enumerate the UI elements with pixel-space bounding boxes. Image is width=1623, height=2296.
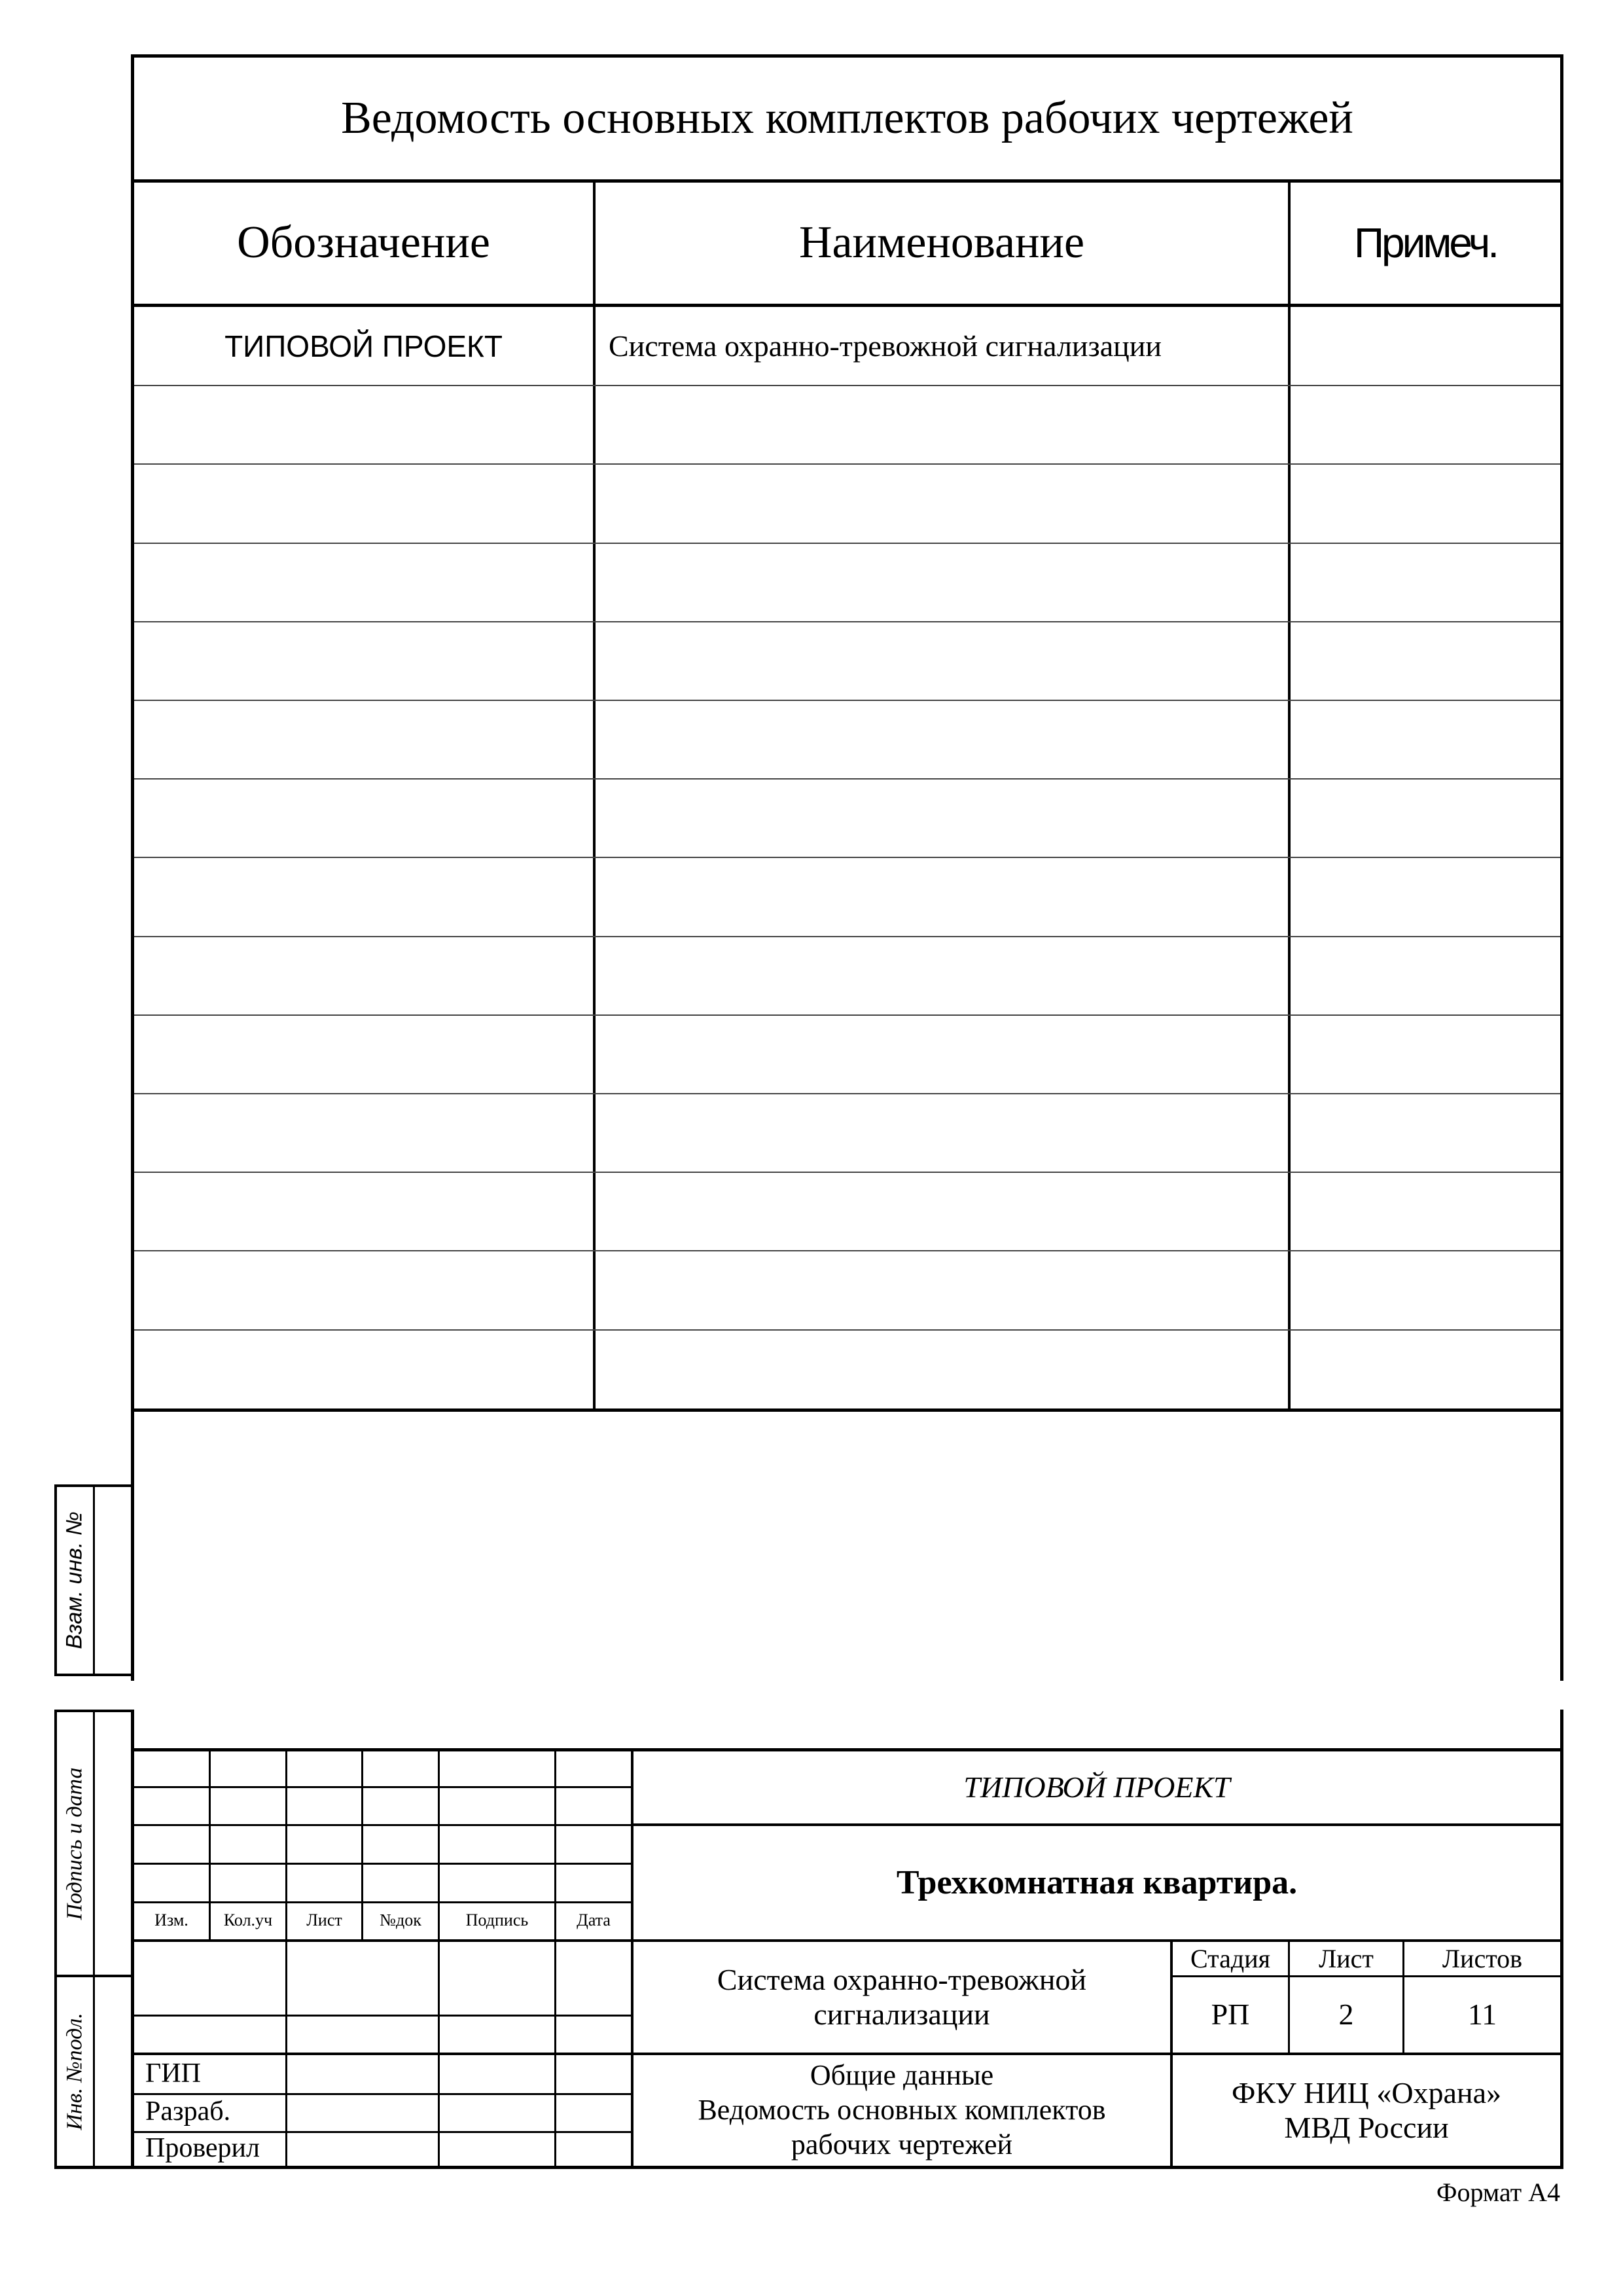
- stamp-v-podpis: [554, 1748, 556, 2167]
- cell-name: [609, 700, 1288, 779]
- header-designation: Обозначение: [237, 217, 490, 268]
- stamp-doc-title-line3: рабочих чертежей: [791, 2128, 1013, 2161]
- cell-note: [1291, 622, 1560, 700]
- stamp-stage-value: РП: [1211, 1998, 1250, 2032]
- frame-right-line: [1560, 54, 1563, 1681]
- cell-designation: [134, 857, 593, 936]
- stamp-v-kol: [285, 1748, 287, 2167]
- stamp-sheets-value: 11: [1467, 1998, 1497, 2032]
- stamp-role-razrab: Разраб.: [145, 2096, 231, 2126]
- cell-designation: [134, 1172, 593, 1251]
- cell-note: [1291, 779, 1560, 857]
- cell-designation: [134, 937, 593, 1015]
- cell-note: [1291, 937, 1560, 1015]
- cell-name: [609, 1330, 1288, 1408]
- cell-name: [609, 857, 1288, 936]
- stamp-col-kol: Кол.уч: [223, 1910, 273, 1930]
- cell-designation: [134, 543, 593, 622]
- stamp-system-line2: сигнализации: [813, 1997, 990, 2031]
- stamp-col-izm: Изм.: [154, 1910, 188, 1930]
- side-podpis-label: [57, 1712, 93, 1975]
- cell-name: Система охранно-тревожной сигнализации: [609, 329, 1162, 363]
- cell-note: [1291, 1251, 1560, 1329]
- side-lower-mid: [93, 1710, 95, 2168]
- cell-designation: [134, 779, 593, 857]
- cell-name: [609, 464, 1288, 543]
- side-vzam-mid: [93, 1484, 95, 1676]
- header-note: Примеч.: [1354, 219, 1497, 266]
- cell-designation: [134, 386, 593, 464]
- stamp-col-podpis: Подпись: [465, 1910, 529, 1930]
- stamp-doc-title-line1: Общие данные: [810, 2059, 994, 2092]
- col-divider-1: [593, 179, 596, 1412]
- stamp-system-name: [633, 1942, 1170, 2053]
- stamp-bottom-line: [54, 2166, 1563, 2169]
- sheet-title: Ведомость основных комплектов рабочих чертежей: [341, 92, 1353, 143]
- cell-name: [609, 1172, 1288, 1251]
- cell-name: [609, 1015, 1288, 1094]
- header-name: Наименование: [798, 217, 1085, 268]
- stamp-project-type: ТИПОВОЙ ПРОЕКТ: [963, 1770, 1230, 1804]
- table-bottom-line: [131, 1408, 1563, 1412]
- cell-note: [1291, 857, 1560, 936]
- stamp-v-ndok: [438, 1748, 440, 2167]
- stamp-role-gip: ГИП: [145, 2058, 201, 2089]
- stamp-doc-title: [633, 2055, 1170, 2166]
- cell-note: [1291, 1094, 1560, 1172]
- stamp-stage-label: Стадия: [1190, 1943, 1271, 1973]
- stamp-sheets-label: Листов: [1442, 1943, 1523, 1973]
- stamp-col-list: Лист: [306, 1910, 342, 1930]
- cell-designation: [134, 1094, 593, 1172]
- side-inv-label: [57, 1977, 93, 2166]
- side-vzam-label: [57, 1487, 93, 1674]
- cell-note: [1291, 464, 1560, 543]
- stamp-org-line1: ФКУ НИЦ «Охрана»: [1231, 2075, 1501, 2109]
- cell-name: [609, 543, 1288, 622]
- cell-name: [609, 1094, 1288, 1172]
- cell-note: [1291, 1330, 1560, 1408]
- stamp-col-data: Дата: [577, 1910, 611, 1930]
- stamp-sheet-label: Лист: [1319, 1943, 1374, 1973]
- cell-designation: [134, 1015, 593, 1094]
- cell-name: [609, 1251, 1288, 1329]
- cell-designation: [134, 700, 593, 779]
- stamp-col-ndok: №док: [380, 1910, 421, 1930]
- side-podpis-text: Подпись и дата: [62, 1767, 87, 1920]
- format-label: Формат А4: [1436, 2178, 1560, 2207]
- stamp-grid-line: [134, 2015, 631, 2017]
- side-vzam-text: Взам. инв. №: [62, 1511, 88, 1649]
- stamp-organisation: [1173, 2055, 1560, 2166]
- cell-note: [1291, 700, 1560, 779]
- cell-designation: [134, 1251, 593, 1329]
- cell-note: [1291, 1172, 1560, 1251]
- cell-name: [609, 937, 1288, 1015]
- stamp-doc-title-line2: Ведомость основных комплектов: [698, 2094, 1106, 2126]
- cell-designation: [134, 622, 593, 700]
- cell-designation: ТИПОВОЙ ПРОЕКТ: [224, 329, 503, 363]
- cell-note: [1291, 386, 1560, 464]
- cell-note: [1291, 543, 1560, 622]
- stamp-object-name: Трехкомнатная квартира.: [896, 1863, 1298, 1901]
- stamp-org-line2: МВД России: [1284, 2110, 1449, 2144]
- side-inv-text: Инв. №подл.: [62, 2013, 87, 2130]
- stamp-role-proveril: Проверил: [145, 2133, 260, 2164]
- cell-name: [609, 622, 1288, 700]
- cell-designation: [134, 464, 593, 543]
- cell-note: [1291, 307, 1560, 386]
- stamp-system-line1: Система охранно-тревожной: [717, 1962, 1087, 1996]
- stamp-sheet-value: 2: [1338, 1998, 1354, 2032]
- cell-name: [609, 386, 1288, 464]
- cell-name: [609, 779, 1288, 857]
- cell-note: [1291, 1015, 1560, 1094]
- cell-designation: [134, 1330, 593, 1408]
